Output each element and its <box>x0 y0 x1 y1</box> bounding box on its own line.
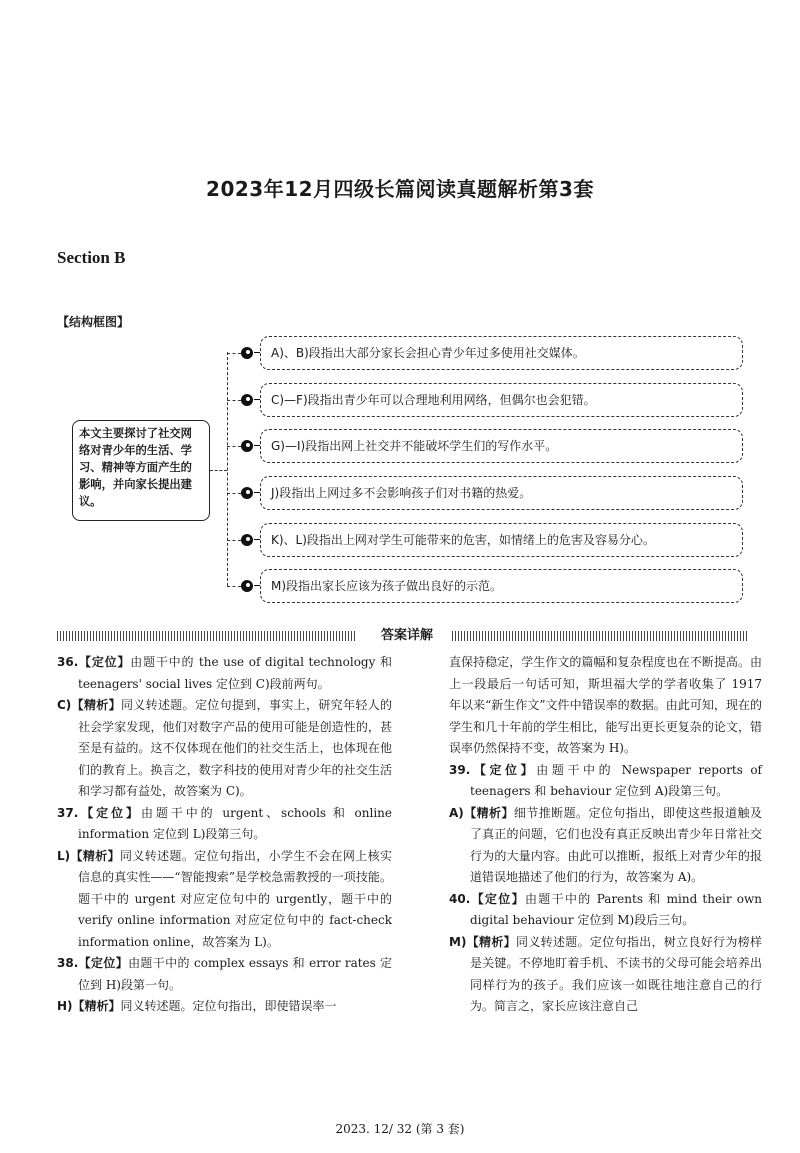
answer-paragraph: 38.【定位】由题干中的 complex essays 和 error rates 定位到 H)段第一句。 <box>57 956 392 992</box>
branch-box: C)—F)段指出青少年可以合理地利用网络，但偶尔也会犯错。 <box>260 383 743 417</box>
left-column <box>57 652 392 1018</box>
answer-paragraph: 直保持稳定，学生作文的篇幅和复杂程度也在不断提高。由上一段最后一句话可知，斯坦福大学的学者收集了 1917 年以来“新生作文”文件中错误率的数据。由此可知，现在的学生和几十年前的学生相比，能写出更长更复杂的论文，错误率仍然保持不变，故答案为 H)。 <box>449 655 762 755</box>
branch-row <box>227 569 747 605</box>
answer-paragraph: M)【精析】同义转述题。定位句指出，树立良好行为榜样是关键。不停地盯着手机、不读书的父母可能会培养出同样行为的孩子。我们应该一如既往地注意自己的行为。简言之，家长应该注意自己 <box>449 934 762 1013</box>
right-column <box>449 652 762 1018</box>
answers-header: 答案详解 <box>380 628 433 643</box>
page-footer: 2023. 12/ 32 (第 3 套) <box>335 1122 465 1136</box>
answer-paragraph: C)【精析】同义转述题。定位句提到，事实上，研究年轻人的社会学家发现，他们对数字产品的使用可能是创造性的，甚至是有益的。这不仅体现在他们的社交生活上，也体现在他们的教育上。换言之，数字科技的使用对青少年的社交生活和学习都有益处，故答案为 C)。 <box>57 698 392 798</box>
branch-box: G)—I)段指出网上社交并不能破坏学生们的写作水平。 <box>260 429 743 463</box>
main-connector <box>210 470 227 471</box>
branch-node-icon <box>241 580 253 592</box>
branch-node-icon <box>241 440 253 452</box>
branch-box: K)、L)段指出上网对学生可能带来的危害，如情绪上的危害及容易分心。 <box>260 523 743 557</box>
answers-divider <box>57 626 747 646</box>
framework-label: 【结构框图】 <box>57 315 130 329</box>
answer-paragraph: 36.【定位】由题干中的 the use of digital technology 和 teenagers' social lives 定位到 C)段前两句。 <box>57 655 392 691</box>
branch-row <box>227 429 747 465</box>
branch-row <box>227 476 747 512</box>
answer-paragraph: L)【精析】同义转述题。定位句指出，小学生不会在网上核实信息的真实性——“智能搜索”是学校急需教授的一项技能。题干中的 urgent 对应定位句中的 urgently，题干中的 verify online information 对应定位句中的 fact-check information online，故答案为 L)。 <box>57 848 392 949</box>
branch-box: M)段指出家长应该为孩子做出良好的示范。 <box>260 569 743 603</box>
branch-box: A)、B)段指出大部分家长会担心青少年过多使用社交媒体。 <box>260 336 743 370</box>
answer-paragraph: 39.【定位】由题干中的 Newspaper reports of teenagers 和 behaviour 定位到 A)段第三句。 <box>449 762 762 798</box>
section-heading: Section B <box>57 248 126 267</box>
page-title: 2023年12月四级长篇阅读真题解析第3套 <box>206 177 594 201</box>
branch-node-icon <box>241 534 253 546</box>
branch-row <box>227 523 747 559</box>
answer-paragraph: A)【精析】细节推断题。定位句指出，即使这些报道触及了真正的问题，它们也没有真正反映出青少年日常社交行为的大量内容。由此可以推断，报纸上对青少年的报道错误地描述了他们的行为，故答案为 A)。 <box>449 805 762 884</box>
branch-node-icon <box>241 394 253 406</box>
answer-paragraph: H)【精析】同义转述题。定位句指出，即使错误率一 <box>57 999 337 1013</box>
branch-row <box>227 383 747 419</box>
branch-row <box>227 336 747 372</box>
answer-paragraph: 37.【定位】由题干中的 urgent、schools 和 online information 定位到 L)段第三句。 <box>57 805 392 841</box>
branch-box: J)段指出上网过多不会影响孩子们对书籍的热爱。 <box>260 476 743 510</box>
branch-node-icon <box>241 347 253 359</box>
main-idea-box: 本文主要探讨了社交网络对青少年的生活、学习、精神等方面产生的影响，并向家长提出建议。 <box>72 420 210 521</box>
branch-node-icon <box>241 487 253 499</box>
answer-paragraph: 40.【定位】由题干中的 Parents 和 mind their own digital behaviour 定位到 M)段后三句。 <box>449 891 762 927</box>
